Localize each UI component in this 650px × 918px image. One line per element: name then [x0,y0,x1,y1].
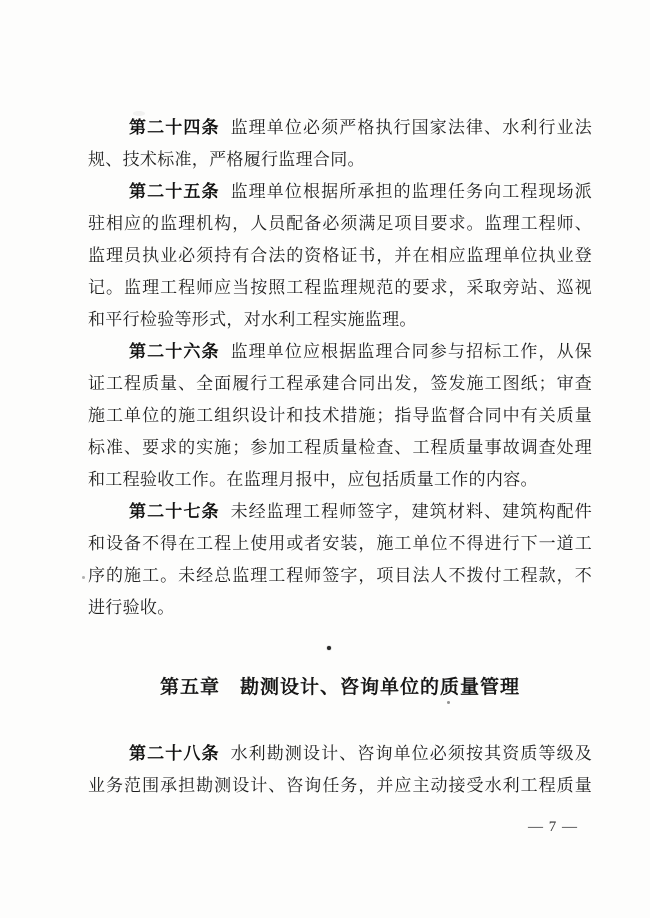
text-line: 业务范围承担勘测设计、咨询任务，并应主动接受水利工程质量 [88,776,592,795]
text-line-rest: 监理单位根据所承担的监理任务向工程现场派 [230,182,592,201]
text-line-rest: 监理单位应根据监理合同参与招标工作，从保 [230,342,592,361]
text-line: 和设备不得在工程上使用或者安装，施工单位不得进行下一道工 [88,534,592,553]
text-line: 和平行检验等形式，对水利工程实施监理。 [88,310,417,329]
text-line: 进行验收。 [88,598,175,617]
text-line: 和工程验收工作。在监理月报中，应包括质量工作的内容。 [88,470,538,489]
article-number: 第二十五条 [129,182,220,201]
article-25-paragraph [88,176,592,336]
page-number: — 7 — [528,819,578,835]
ink-dot [447,701,450,704]
text-line-rest: 监理单位必须严格执行国家法律、水利行业法 [230,118,592,137]
article-28-paragraph [88,738,592,802]
article-number: 第二十六条 [129,342,220,361]
text-line: 标准、要求的实施；参加工程质量检查、工程质量事故调查处理 [88,438,592,457]
article-number: 第二十八条 [129,744,220,763]
text-line [88,176,592,208]
ink-dot [327,646,331,650]
text-line: 监理员执业必须持有合法的资格证书，并在相应监理单位执业登 [88,246,592,265]
article-26-paragraph [88,336,592,496]
text-line [88,496,592,528]
text-line [88,738,592,770]
article-number: 第二十七条 [129,502,220,521]
text-line [88,336,592,368]
text-line-rest: 水利勘测设计、咨询单位必须按其资质等级及 [230,744,592,763]
text-line: 规、技术标准，严格履行监理合同。 [88,150,365,169]
article-27-paragraph [88,496,592,624]
ink-dot [82,576,85,579]
text-line: 证工程质量、全面履行工程承建合同出发，签发施工图纸；审查 [88,374,592,393]
text-line: 驻相应的监理机构，人员配备必须满足项目要求。监理工程师、 [88,214,592,233]
text-line: 记。监理工程师应当按照工程监理规范的要求，采取旁站、巡视 [88,278,592,297]
chapter-heading: 第五章 勘测设计、咨询单位的质量管理 [159,677,520,698]
document-body [88,112,592,802]
article-number: 第二十四条 [129,118,220,137]
text-line-rest: 未经监理工程师签字，建筑材料、建筑构配件 [230,502,592,521]
article-24-paragraph [88,112,592,176]
text-line: 施工单位的施工组织设计和技术措施；指导监督合同中有关质量 [88,406,592,425]
text-line [88,112,592,144]
text-line: 序的施工。未经总监理工程师签字，项目法人不拨付工程款，不 [88,566,592,585]
